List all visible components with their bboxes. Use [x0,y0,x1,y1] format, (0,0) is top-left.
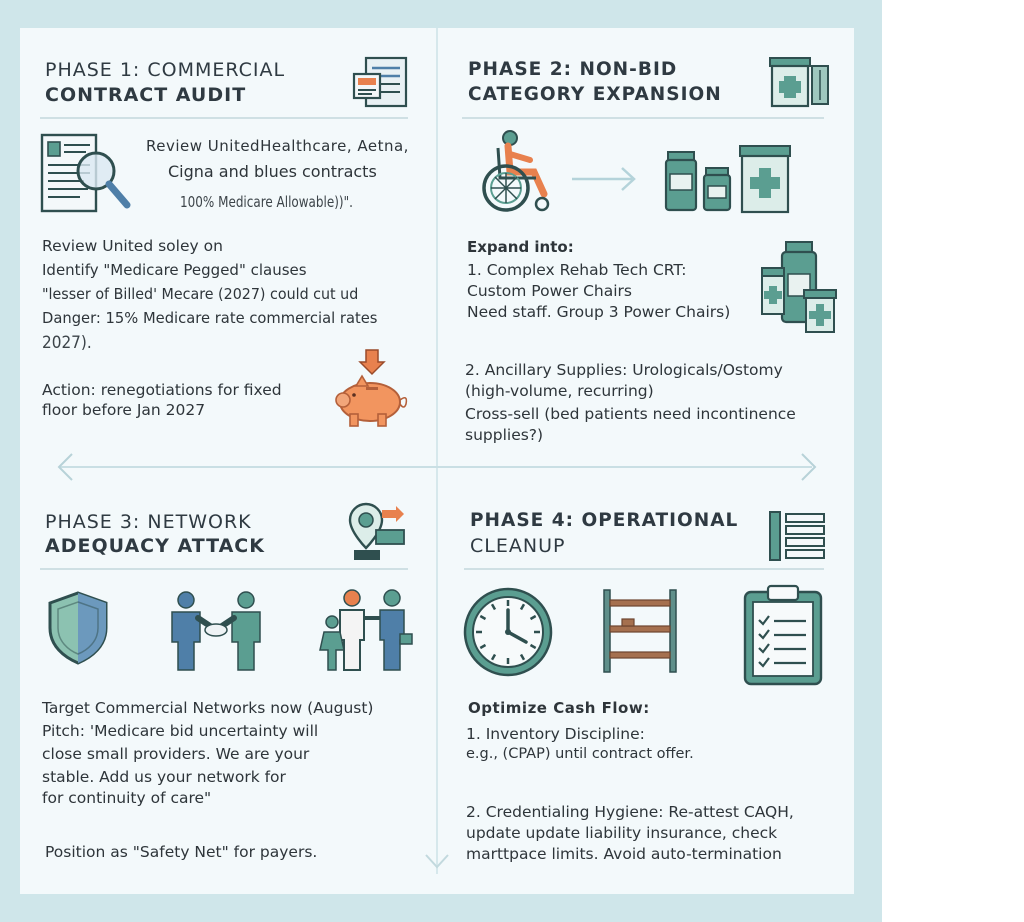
phase2-crt-line1: 1. Complex Rehab Tech CRT: [467,261,687,279]
phase4-credentialing-line2: update update liability insurance, check [466,824,778,842]
family-icon [318,588,414,672]
phase1-body-line4: Danger: 15% Medicare rate commercial rates [42,309,378,327]
horizontal-divider [60,466,812,468]
phase4-header-rule [464,568,824,570]
phase2-expand-label: Expand into: [467,238,574,256]
phase2-title-line2: CATEGORY EXPANSION [468,84,722,105]
supply-cluster-icon [760,240,840,334]
phase3-body-line3: close small providers. We are your [42,745,310,763]
phase1-title-line2: CONTRACT AUDIT [45,84,247,106]
phase1-body-line3: "lesser of Billed' Mecare (2027) could cut ud [42,285,359,303]
clock-icon [462,586,554,678]
phase3-body-line5: for continuity of care" [42,789,212,807]
shelf-icon [600,588,680,674]
phase1-body-line5: 2027). [42,333,92,353]
phase4-title-line1: PHASE 4: OPERATIONAL [470,510,739,531]
phase3-position-statement: Position as "Safety Net" for payers. [45,843,318,861]
phase3-title-line1: PHASE 3: NETWORK [45,511,252,533]
phase4-title-line2: CLEANUP [470,535,566,557]
phase4-inventory-line2: e.g., (CPAP) until contract offer. [466,746,694,762]
phase1-body-line1: Review United soley on [42,237,223,255]
phase3-title-line2: ADEQUACY ATTACK [45,535,265,557]
phase3-body-line4: stable. Add us your network for [42,768,286,786]
phase3-body-line2: Pitch: 'Medicare bid uncertainty will [42,722,319,740]
phase1-action-line1: Action: renegotiations for fixed [42,381,282,399]
down-arrow-icon [424,852,450,870]
vertical-divider [436,28,438,874]
wheelchair-icon [472,128,564,214]
phase2-crt-line2: Custom Power Chairs [467,282,632,300]
phase4-inventory-line1: 1. Inventory Discipline: [466,725,645,743]
phase1-intro-line3: 100% Medicare Allowable))". [180,193,353,211]
handshake-icon [164,590,268,672]
shield-icon [46,590,110,666]
phase4-credentialing-line3: marttpace limits. Avoid auto-termination [466,845,782,863]
right-arrow-icon [798,452,818,482]
phase1-action-line2: floor before Jan 2027 [42,401,206,419]
contract-document-icon [352,56,410,108]
magnifier-document-icon [40,133,132,215]
location-pin-icon [346,500,408,562]
phase4-cash-label: Optimize Cash Flow: [468,699,650,717]
phase3-header-rule [40,568,408,570]
piggy-bank-icon [332,348,412,430]
phase4-credentialing-line1: 2. Credentialing Hygiene: Re-attest CAQH, [466,803,794,821]
left-arrow-icon [56,452,76,482]
phase1-header-rule [40,117,408,119]
phase2-ancillary-line2: (high-volume, recurring) [465,382,654,400]
phase2-header-rule [462,117,824,119]
phase1-title-line1: PHASE 1: COMMERCIAL [45,59,286,81]
medical-kit-icon [768,56,830,108]
phase2-crt-line3: Need staff. Group 3 Power Chairs) [467,303,731,321]
supply-bottles-icon [662,148,734,214]
phase2-ancillary-line3: Cross-sell (bed patients need incontinence [465,405,796,423]
flow-arrow-icon [570,164,640,194]
phase2-title-line1: PHASE 2: NON-BID [468,59,678,80]
phase2-ancillary-line4: supplies?) [465,426,544,444]
phase1-body-line2: Identify "Medicare Pegged" clauses [42,261,307,279]
clipboard-checklist-icon [742,582,824,686]
phase1-intro-line1: Review UnitedHealthcare, Aetna, [146,137,409,155]
phase3-body-line1: Target Commercial Networks now (August) [42,699,374,717]
list-icon [768,510,826,562]
medical-box-icon [738,144,794,214]
phase2-ancillary-line1: 2. Ancillary Supplies: Urologicals/Ostomy [465,361,783,379]
phase1-intro-line2: Cigna and blues contracts [168,162,377,181]
